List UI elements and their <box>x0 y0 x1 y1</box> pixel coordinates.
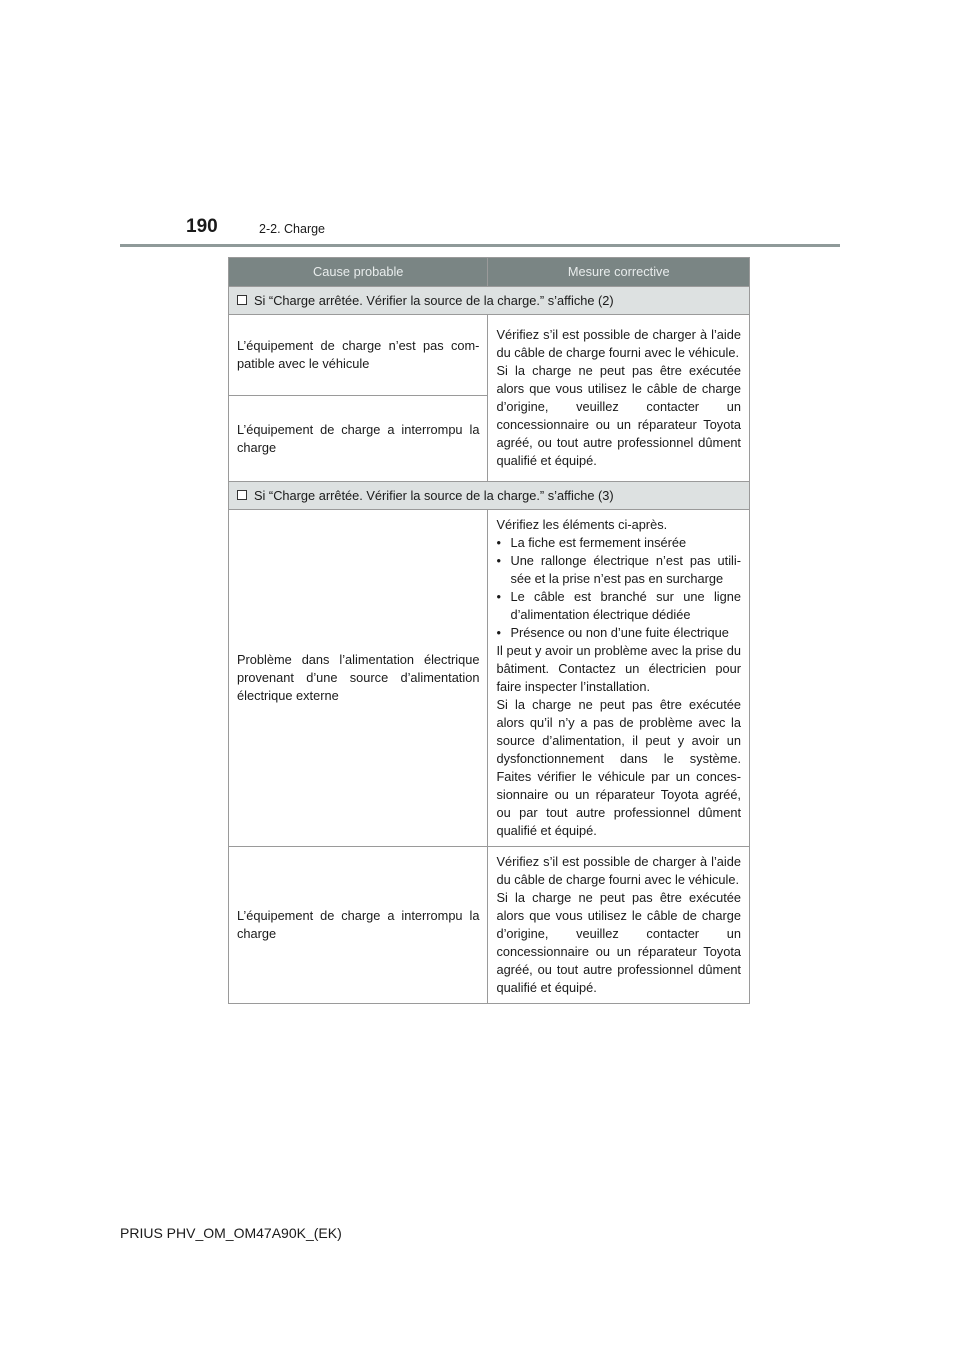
table-header-row <box>229 258 750 287</box>
checkbox-icon <box>237 490 247 500</box>
bullet-item <box>496 552 741 588</box>
bullet-text: Le câble est branché sur une ligne d’alimentation électrique dédiée <box>510 589 741 622</box>
measure-paragraph: Si la charge ne peut pas être exécutée alors qu’il n’y a pas de problème avec la source d’alimentation, il peut y avoir un dysfonctionnement dans le système. Faites vérifier le véhicule par un conces-sionnaire ou un réparateur Toyota agréé, ou par tout autre professionnel dûment qualifié et équipé. <box>496 697 741 838</box>
measure-cell <box>488 510 750 847</box>
bullet-icon: • <box>496 553 501 568</box>
table-row <box>229 315 750 396</box>
bullet-text: La fiche est fermement insérée <box>510 535 687 550</box>
bullet-item <box>496 624 741 642</box>
cause-cell: L’équipement de charge a interrompu la charge <box>229 396 488 482</box>
bullet-icon: • <box>496 535 501 550</box>
document-code: PRIUS PHV_OM_OM47A90K_(EK) <box>120 1225 342 1241</box>
bullet-icon: • <box>496 589 501 604</box>
header-rule <box>120 244 840 247</box>
bullet-item <box>496 588 741 624</box>
checkbox-icon <box>237 295 247 305</box>
column-header-measure: Mesure corrective <box>488 258 750 287</box>
cause-cell: L’équipement de charge n’est pas com-patible avec le véhicule <box>229 315 488 396</box>
page-number: 190 <box>186 216 218 237</box>
measure-paragraph: Si la charge ne peut pas être exécutée alors que vous utilisez le câble de charge d’origine, veuillez contacter un concessionnaire ou un réparateur Toyota agréé, ou tout autre professionnel dûment qualifié et équipé. <box>496 890 741 995</box>
condition-cell <box>229 287 750 315</box>
measure-cell <box>488 315 750 482</box>
condition-text: Si “Charge arrêtée. Vérifier la source de la charge.” s’affiche (3) <box>254 487 614 503</box>
column-header-cause: Cause probable <box>229 258 488 287</box>
measure-cell <box>488 847 750 1004</box>
measure-intro: Vérifiez les éléments ci-après. <box>496 517 668 532</box>
cause-cell: L’équipement de charge a interrompu la charge <box>229 847 488 1004</box>
measure-paragraph: Vérifiez s’il est possible de charger à l’aide du câble de charge fourni avec le véhicule. <box>496 854 741 887</box>
measure-paragraph: Vérifiez s’il est possible de charger à l’aide du câble de charge fourni avec le véhicule. <box>496 327 741 360</box>
section-title: 2-2. Charge <box>259 222 326 236</box>
bullet-item <box>496 534 741 552</box>
troubleshooting-table <box>228 257 750 1004</box>
bullet-text: Présence ou non d’une fuite électrique <box>510 625 729 640</box>
condition-text: Si “Charge arrêtée. Vérifier la source de la charge.” s’affiche (2) <box>254 292 614 308</box>
cause-cell: Problème dans l’alimentation électrique provenant d’une source d’alimentation électrique externe <box>229 510 488 847</box>
table-row <box>229 510 750 847</box>
measure-paragraph: Si la charge ne peut pas être exécutée alors que vous utilisez le câble de charge d’origine, veuillez contacter un concessionnaire ou un réparateur Toyota agréé, ou tout autre professionnel dûment qualifié et équipé. <box>496 363 741 468</box>
table-row <box>229 847 750 1004</box>
condition-cell <box>229 482 750 510</box>
bullet-icon: • <box>496 625 501 640</box>
condition-row <box>229 482 750 510</box>
bullet-text: Une rallonge électrique n’est pas utili-sée et la prise n’est pas en surcharge <box>510 553 741 586</box>
measure-paragraph: Il peut y avoir un problème avec la prise du bâtiment. Contactez un électricien pour faire inspecter l’installation. <box>496 643 741 694</box>
condition-row <box>229 287 750 315</box>
